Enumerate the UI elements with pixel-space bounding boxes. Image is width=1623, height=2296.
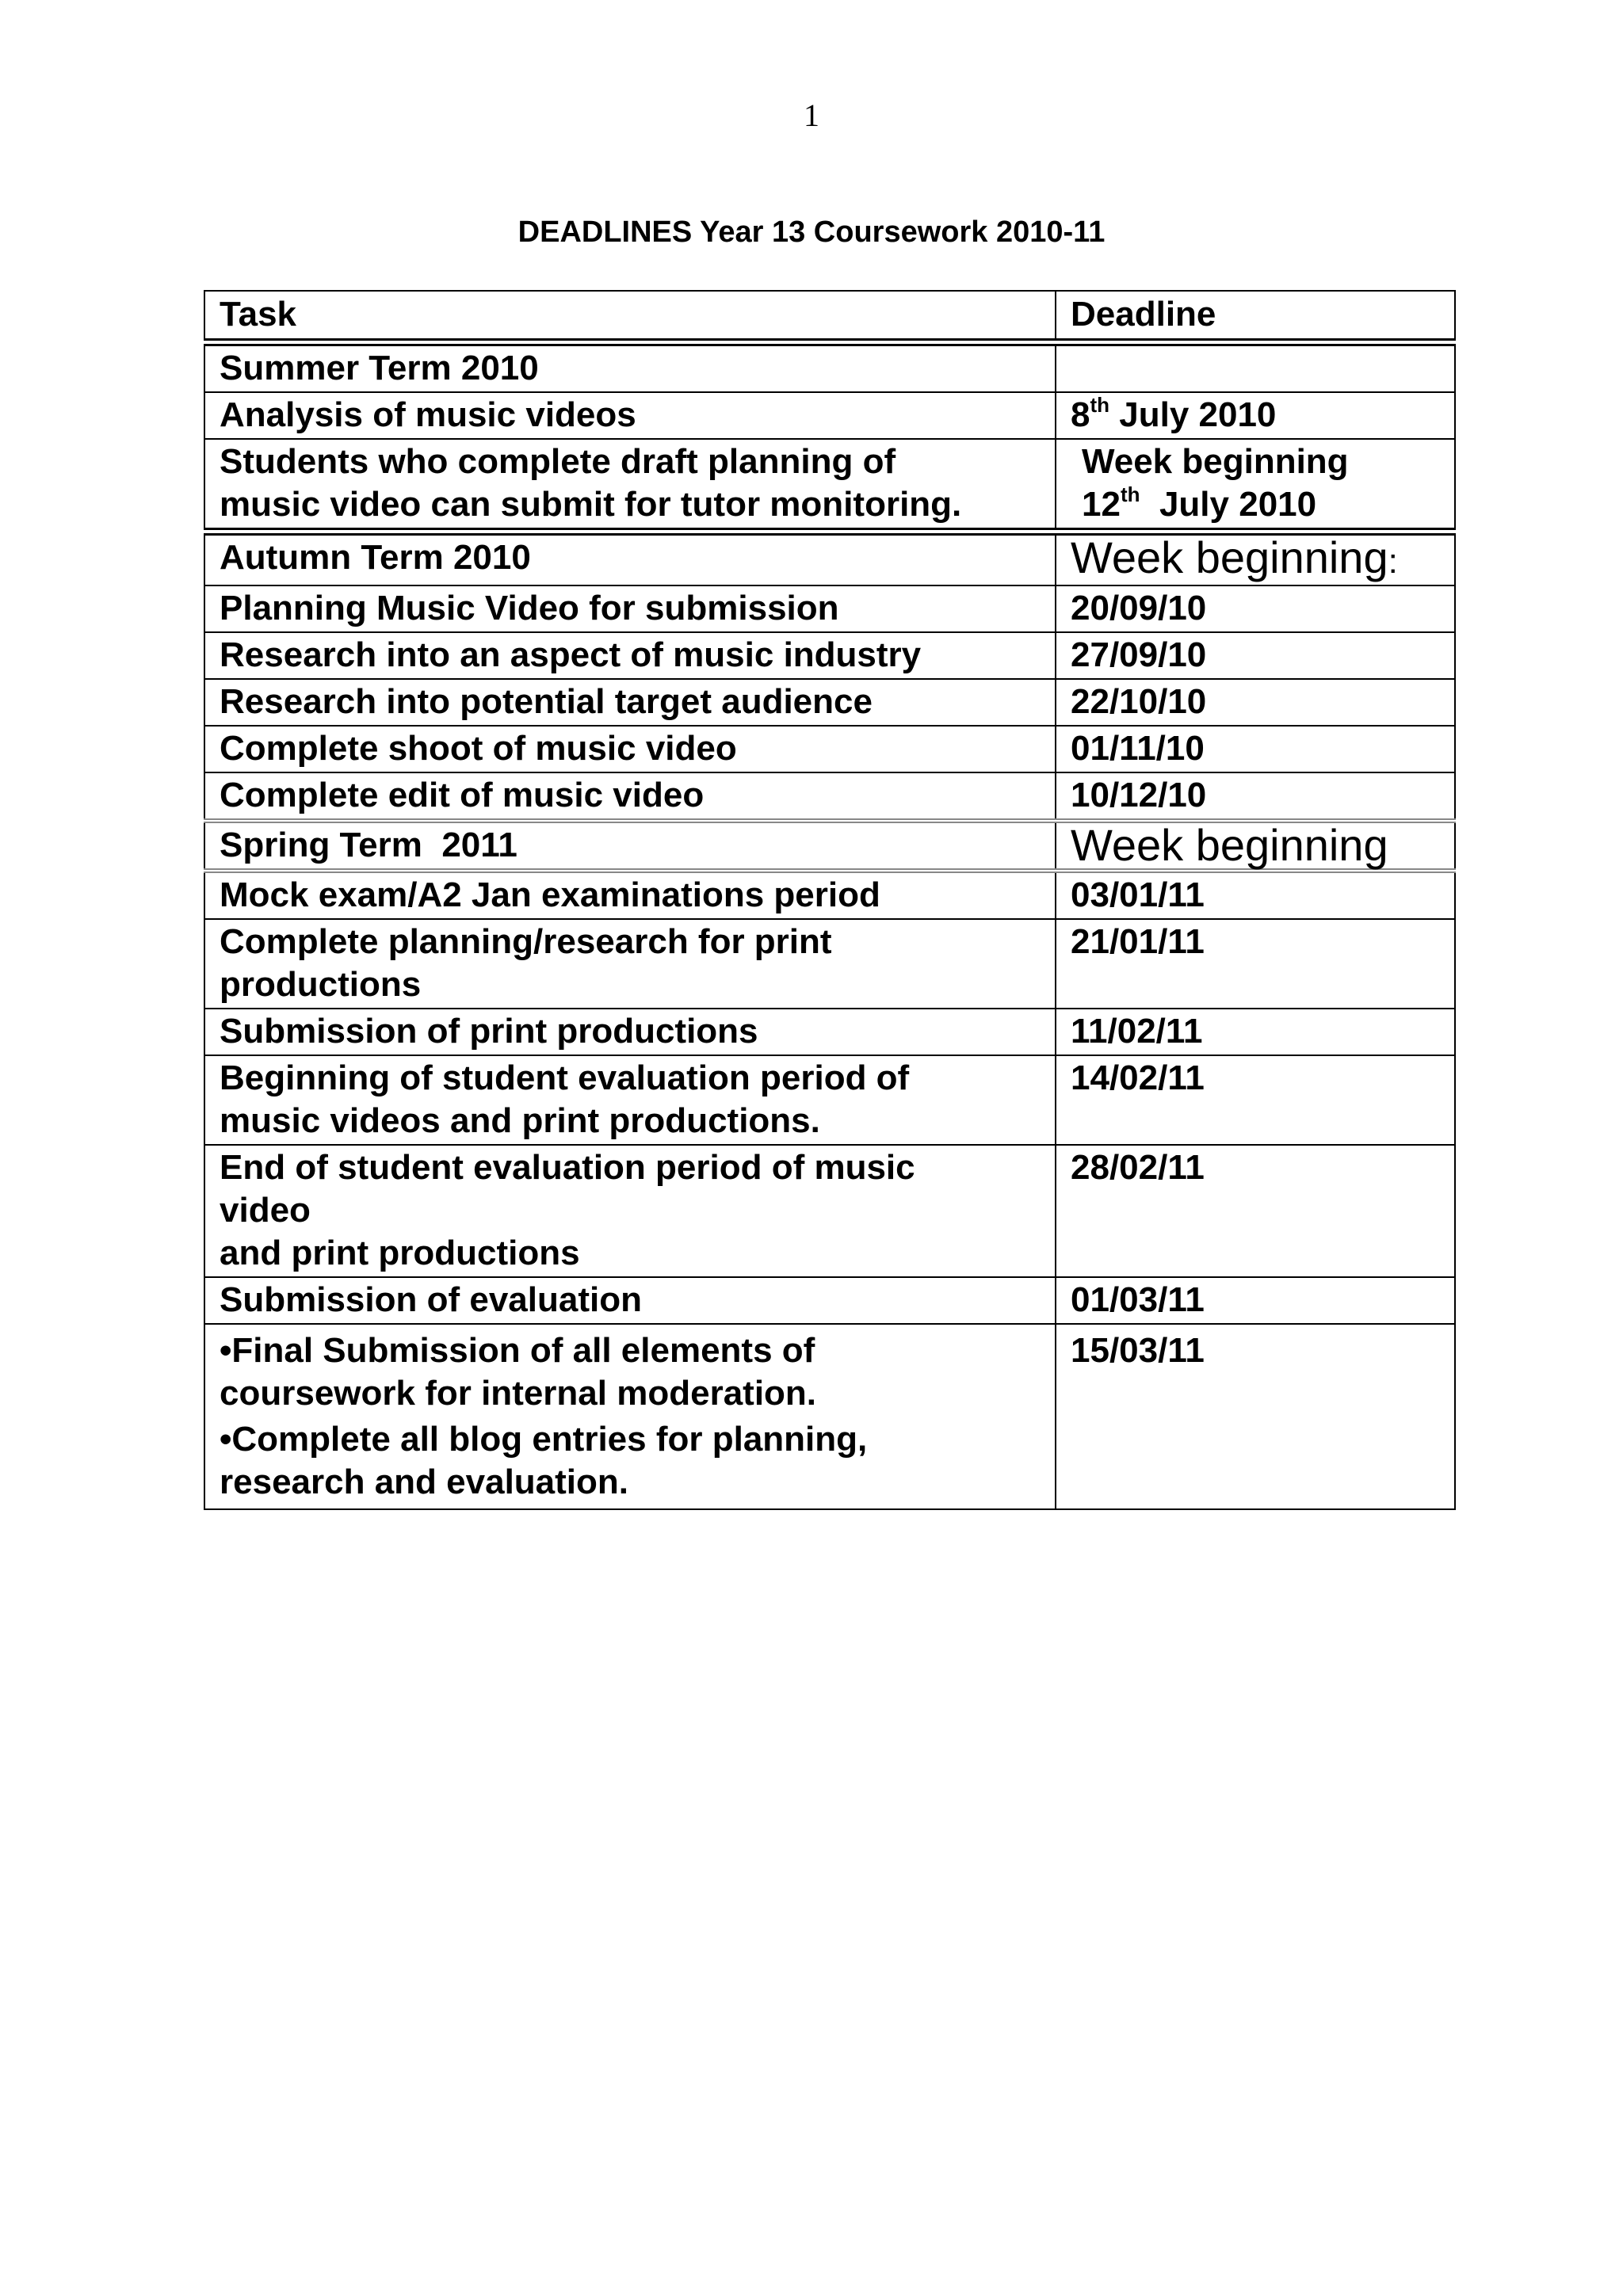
task-cell: Complete edit of music video bbox=[204, 772, 1056, 821]
deadline-cell: 15/03/11 bbox=[1056, 1324, 1455, 1509]
table-row bbox=[204, 632, 1455, 679]
deadline-cell: 20/09/10 bbox=[1056, 585, 1455, 632]
bullet-item-line: coursework for internal moderation. bbox=[220, 1374, 817, 1413]
page-number: 1 bbox=[804, 97, 819, 133]
task-line: music video can submit for tutor monitoring. bbox=[220, 485, 962, 524]
table-row bbox=[204, 919, 1455, 1009]
bullet-item-line: research and evaluation. bbox=[220, 1463, 628, 1501]
task-cell bbox=[204, 1324, 1056, 1509]
deadline-cell: 22/10/10 bbox=[1056, 679, 1455, 726]
table-header-row bbox=[204, 291, 1455, 342]
colon-mark: : bbox=[1388, 542, 1398, 581]
task-cell: Research into potential target audience bbox=[204, 679, 1056, 726]
deadline-line: Week beginning bbox=[1082, 442, 1349, 481]
autumn-week-beginning bbox=[1056, 532, 1455, 585]
ordinal-suffix: th bbox=[1120, 482, 1140, 506]
spring-term-heading-row bbox=[204, 821, 1455, 871]
summer-term-heading-row bbox=[204, 342, 1455, 392]
task-cell bbox=[204, 439, 1056, 532]
task-cell bbox=[204, 919, 1056, 1009]
deadline-cell: 03/01/11 bbox=[1056, 871, 1455, 919]
table-row bbox=[204, 1055, 1455, 1145]
deadline-day: 8 bbox=[1071, 395, 1090, 434]
deadline-cell bbox=[1056, 392, 1455, 439]
table-row bbox=[204, 1009, 1455, 1055]
bullet-item-line: •Final Submission of all elements of bbox=[220, 1331, 815, 1370]
deadline-day: 12 bbox=[1082, 485, 1121, 524]
task-cell bbox=[204, 1055, 1056, 1145]
week-beginning-label: Week beginning bbox=[1071, 532, 1388, 582]
table-row bbox=[204, 726, 1455, 772]
deadline-cell: 21/01/11 bbox=[1056, 919, 1455, 1009]
task-cell: Analysis of music videos bbox=[204, 392, 1056, 439]
task-line: music videos and print productions. bbox=[220, 1101, 820, 1140]
deadline-column-header: Deadline bbox=[1056, 291, 1455, 342]
deadline-cell bbox=[1056, 439, 1455, 532]
task-line: and print productions bbox=[220, 1234, 580, 1272]
task-cell: Submission of evaluation bbox=[204, 1277, 1056, 1324]
deadline-month-year: July 2010 bbox=[1109, 395, 1277, 434]
task-line: End of student evaluation period of music bbox=[220, 1148, 915, 1187]
task-cell bbox=[204, 1145, 1056, 1277]
table-row bbox=[204, 439, 1455, 532]
deadline-cell: 01/03/11 bbox=[1056, 1277, 1455, 1324]
autumn-term-heading-row bbox=[204, 532, 1455, 585]
deadline-cell: 01/11/10 bbox=[1056, 726, 1455, 772]
table-row bbox=[204, 871, 1455, 919]
deadline-month-year: July 2010 bbox=[1140, 485, 1317, 524]
table-row bbox=[204, 1277, 1455, 1324]
task-cell: Complete shoot of music video bbox=[204, 726, 1056, 772]
table-row bbox=[204, 392, 1455, 439]
task-cell: Planning Music Video for submission bbox=[204, 585, 1056, 632]
summer-term-deadline-cell bbox=[1056, 342, 1455, 392]
deadline-cell: 28/02/11 bbox=[1056, 1145, 1455, 1277]
autumn-term-heading: Autumn Term 2010 bbox=[204, 532, 1056, 585]
deadline-cell: 10/12/10 bbox=[1056, 772, 1455, 821]
table-row bbox=[204, 679, 1455, 726]
bullet-item-line: •Complete all blog entries for planning, bbox=[220, 1420, 868, 1459]
task-line: Beginning of student evaluation period of bbox=[220, 1058, 910, 1097]
task-line: productions bbox=[220, 965, 422, 1004]
deadline-cell: 14/02/11 bbox=[1056, 1055, 1455, 1145]
task-line: Students who complete draft planning of bbox=[220, 442, 896, 481]
deadline-line bbox=[1071, 483, 1316, 526]
spring-week-beginning: Week beginning bbox=[1056, 821, 1455, 871]
table-row bbox=[204, 1324, 1455, 1509]
spring-term-heading: Spring Term 2011 bbox=[204, 821, 1056, 871]
table-row bbox=[204, 1145, 1455, 1277]
task-line: Complete planning/research for print bbox=[220, 922, 832, 961]
task-line: video bbox=[220, 1191, 311, 1230]
document-title: DEADLINES Year 13 Coursework 2010-11 bbox=[517, 215, 1106, 249]
ordinal-suffix: th bbox=[1090, 393, 1110, 417]
deadlines-table bbox=[204, 290, 1456, 1510]
task-cell: Research into an aspect of music industry bbox=[204, 632, 1056, 679]
task-cell: Mock exam/A2 Jan examinations period bbox=[204, 871, 1056, 919]
deadline-cell: 27/09/10 bbox=[1056, 632, 1455, 679]
task-column-header: Task bbox=[204, 291, 1056, 342]
table-row bbox=[204, 772, 1455, 821]
table-row bbox=[204, 585, 1455, 632]
task-cell: Submission of print productions bbox=[204, 1009, 1056, 1055]
deadline-cell: 11/02/11 bbox=[1056, 1009, 1455, 1055]
summer-term-heading: Summer Term 2010 bbox=[204, 342, 1056, 392]
